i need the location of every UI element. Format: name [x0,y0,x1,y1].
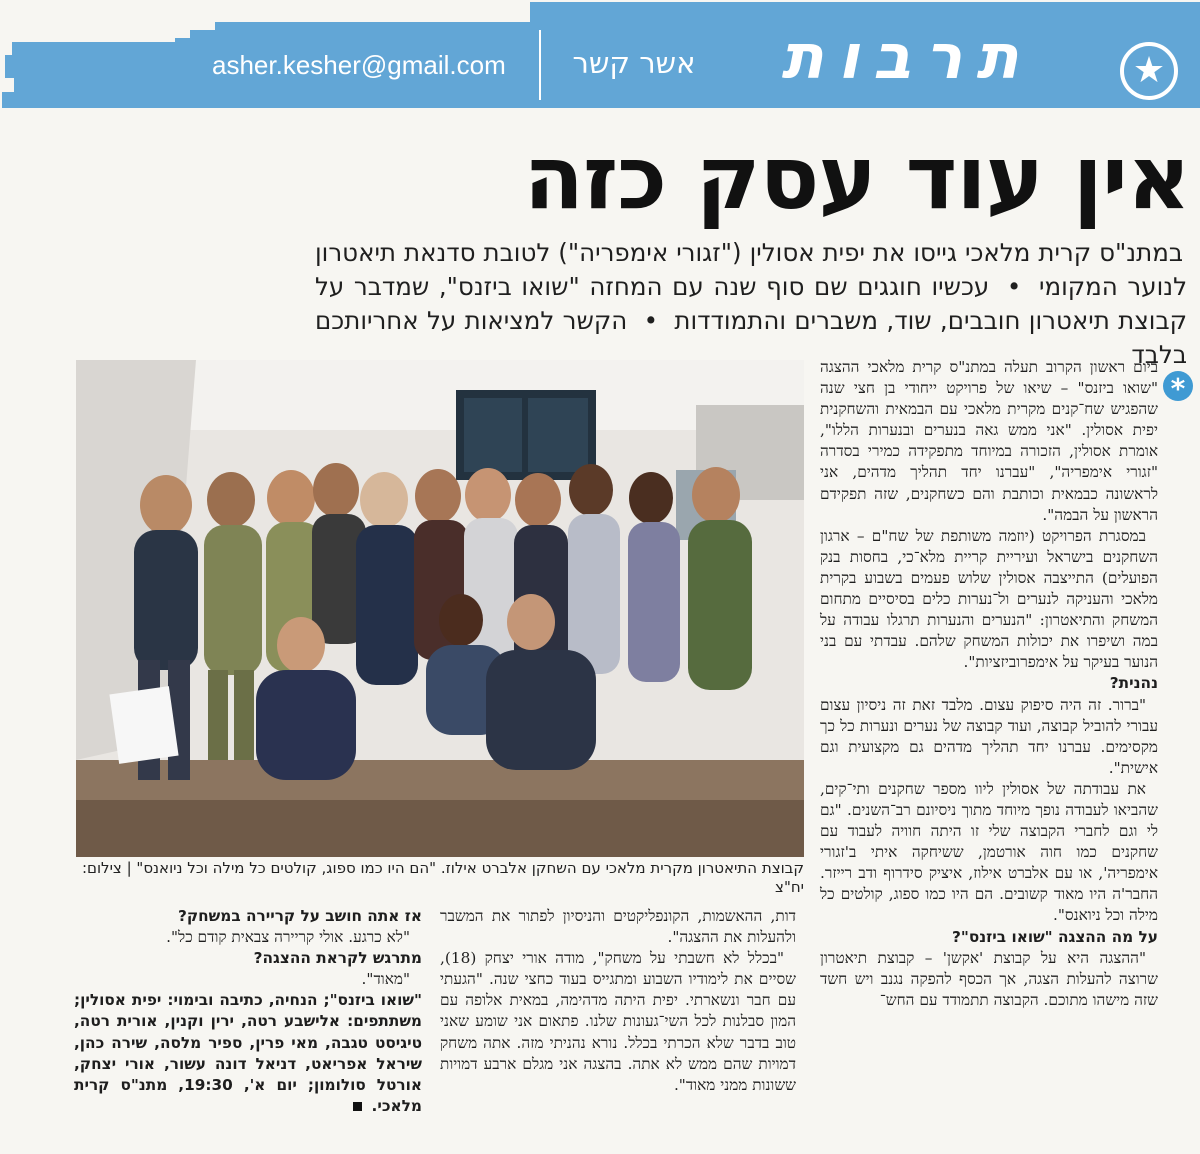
bullet-icon: • [643,306,659,335]
article-column-middle [440,906,796,1096]
article-column-left [74,906,422,1117]
paragraph: "מאוד". [361,970,410,989]
bullet-icon: • [1006,272,1022,301]
caption-text: קבוצת התיאטרון מקרית מלאכי עם השחקן אלברט אילוז. "הם היו כמו ספוג, קולטים כל מילה וכל ניואנס" [136,859,804,877]
paragraph: "ברור. זה היה סיפוק עצום. מלבד זאת זה ניסיון עצום עבורי להוביל קבוצה, ועוד קבוצה של נערים ונערות כל כך מקסימים. עברנו יחד תהליך מדהים גם מקצועית וגם אישית". [820,695,1158,777]
paragraph: ביום ראשון הקרוב תעלה במתנ"ס קרית מלאכי ההצגה "שואו ביזנס" – שיאו של פרויקט ייחודי בן חצי שנה שהפגיש שח־קנים מקרית מלאכי עם הבמאית והשחקנית יפית אסולין. "אני ממש גאה בנערים ובנערות הללו", אומרת אסולין, הזכורה במיוחד מתפקידה כמירי בסדרה "זגורי אימפריה", "עברנו יחד תהליך מדהים, אני לראשונה כבמאית וכותבת והם כשחקנים, שזה תפקידם הראשון על הבמה". [820,358,1158,524]
author-email[interactable]: asher.kesher@gmail.com [212,50,506,80]
paragraph: "בכלל לא חשבתי על משחק", מודה אורי יצחק (18), שסיים את לימודיו השבוע ומתגייס בעוד כחצי שנה. "הגעתי עם חבר ונשארתי. יפית היתה מדהימה, במאית אלופה עם המון סבלנות לכל השי־געונות שלנו. פתאום אני שומע שאני טוב בדבר שלא הכרתי בכלל. נורא נהניתי מזה. אתה משחק דמויות שהם ממש לא אתה. בהצגה אני מגלם ארבע דמויות ששונות ממני מאוד". [440,949,796,1094]
article-column-right [820,357,1158,1011]
section-header-band [0,0,1200,115]
question: על מה ההצגה "שואו ביזנס"? [951,927,1158,946]
paragraph: דות, ההאשמות, הקונפליקטים והניסיון לפתור את המשבר ולהעלות את ההצגה". [440,907,796,947]
article-headline: אין עוד עסק כזה [523,126,1190,229]
photo-caption: קבוצת התיאטרון מקרית מלאכי עם השחקן אלברט אילוז. "הם היו כמו ספוג, קולטים כל מילה וכל ניואנס" | צילום: יח"צ [81,859,804,896]
paragraph: את עבודתה של אסולין ליוו מספר שחקנים ותי־קים, שהביאו לעבודה נופך מיוחד מתוך ניסיונם רב־השנים. "גם לי וגם לחברי הקבוצה שלי זו היתה חוויה לעבוד עם שחקנים כמו חוה אורטמן, ששיחקה איתי ב'זגורי אימפריה', או עם אלברט אילוז, איציק סידרוף ודב רייזר. החבר'ה היו מאוד קשובים. הם היו כמו ספוג, קולטים כל מילה וכל ניואנס". [820,779,1158,925]
show-credits [74,990,422,1117]
paragraph: במסגרת הפרויקט (יוזמה משותפת של שח"ם – ארגון השחקנים בישראל ועיריית קריית מלא־כי, בחסות בנק הפועלים) התייצבה אסולין שלוש פעמים בשבוע בקרית מלאכי והעניקה לנערים ול־נערות כלים בסיסיים מתחום המשחק והתיאטרון: "הנערים והנערות תרגלו עבודה על במה ושיפרו את יכולות המשחק שלהם. עבדתי עם בני הנוער בעיקר על אימפרוביזציות". [820,526,1158,672]
star-icon: ★ [1120,42,1178,100]
paragraph: "לא כרגע. אולי קריירה צבאית קודם כל". [166,928,410,947]
subhead-part-1: במתנ"ס קרית מלאכי גייסו את יפית אסולין ("זגורי אימפריה") לטובת סדנאת תיאטרון לנוער המקומי [315,238,1188,301]
question: מתרגש לקראת ההצגה? [253,949,422,968]
subhead-part-2: עכשיו חוגגים שם סוף שנה עם המחזה "שואו ביזנס", שמדבר על קבוצת תיאטרון חובבים, שוד, משברים והתמודדות [315,272,1188,335]
asterisk-icon: * [1163,371,1193,401]
credits-text: "שואו ביזנס"; הנחיה, כתיבה ובימוי: יפית אסולין; משתתפים: אלישבע רטה, ירין וקנין, אורית רטה, טיגיסט טגבה, מאי פרין, ספיר מלסה, שירה כהן, שיראל אפריאט, דניאל דונה עשור, אורי יצחק, אורטל סולומון; יום א', 19:30, מתנ"ס קרית מלאכי. [74,991,422,1115]
subhead-part-3: הקשר למציאות על אחריותכם בלבד [315,306,1187,369]
group-photo [76,360,804,857]
author-name: אשר קשר [572,46,696,80]
end-mark-icon [353,1102,362,1111]
article-subhead [315,236,1187,372]
photo-credit: צילום: יח"צ [81,859,804,896]
question: אז אתה חושב על קריירה במשחק? [178,907,422,925]
header-divider [539,30,541,100]
question: נהנית? [1109,674,1158,693]
section-title: תרבות [781,20,1033,93]
paragraph: "ההצגה היא על קבוצת 'אקשן' – קבוצת תיאטרון שרוצה להעלות הצגה, אך הכסף להפקה נגנב ויש חשד שזה מישהו מתוכם. הקבוצה תתמודד עם החש־ [820,948,1158,1009]
